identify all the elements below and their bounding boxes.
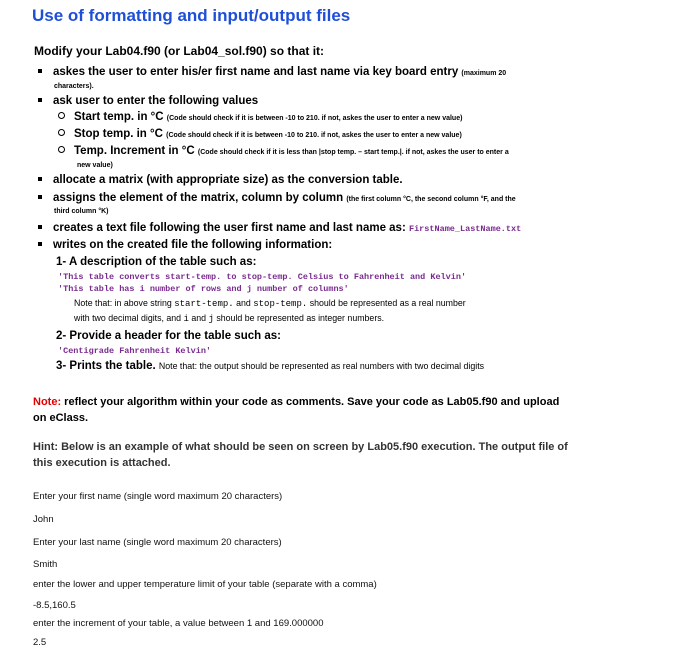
note-line-1: Note that: in above string start-temp. and stop-temp. should be represented as a real number <box>74 298 466 309</box>
output-line: enter the lower and upper temperature limit of your table (separate with a comma) <box>33 579 377 590</box>
bullet-square-icon <box>38 195 42 199</box>
output-line: Enter your last name (single word maximum 20 characters) <box>33 537 282 548</box>
bullet-square-icon <box>38 177 42 181</box>
bullet-5: creates a text file following the user first name and last name as: FirstName_LastName.txt <box>38 222 521 234</box>
page-title: Use of formatting and input/output files <box>32 6 351 25</box>
sub-temp-increment: Temp. Increment in °C (Code should check if it is less than |stop temp. – start temp.|. if not, askes the user to enter a <box>58 145 509 157</box>
bullet-3: allocate a matrix (with appropriate size) as the conversion table. <box>38 174 403 186</box>
bullet-6: writes on the created file the following information: <box>38 239 332 251</box>
bullet-4-note-cont: third column °K) <box>54 208 109 215</box>
numbered-item-2: 2- Provide a header for the table such as: <box>56 330 281 342</box>
output-line: Enter your first name (single word maximum 20 characters) <box>33 491 283 502</box>
circle-bullet-icon <box>58 146 65 153</box>
output-line: enter the increment of your table, a value between 1 and 169.000000 <box>33 618 324 629</box>
sub-stop-temp: Stop temp. in °C (Code should check if it is between -10 to 210. if not, askes the user to enter a new value) <box>58 128 462 140</box>
numbered-item-1: 1- A description of the table such as: <box>56 256 257 268</box>
code-line-2: 'This table has i number of rows and j number of columns' <box>58 284 349 294</box>
bullet-square-icon <box>38 69 42 73</box>
output-line: 2.5 <box>33 637 47 648</box>
bullet-square-icon <box>38 98 42 102</box>
bullet-1-note-cont: characters). <box>54 83 94 90</box>
bullet-2: ask user to enter the following values <box>38 95 258 107</box>
numbered-item-3: 3- Prints the table. Note that: the output should be represented as real numbers with two decimal digits <box>56 360 485 372</box>
output-line: Smith <box>33 559 58 570</box>
code-line-header: 'Centigrade Fahrenheit Kelvin' <box>58 346 212 356</box>
code-line-1: 'This table converts start-temp. to stop-temp. Celsius to Fahrenheit and Kelvin' <box>58 272 467 282</box>
output-line: -8.5,160.5 <box>33 600 76 611</box>
sub-temp-increment-note-cont: new value) <box>77 162 113 169</box>
hint-line-2: this execution is attached. <box>33 457 171 469</box>
intro-line: Modify your Lab04.f90 (or Lab04_sol.f90) so that it: <box>34 44 325 58</box>
note-paragraph-line-1: Note: reflect your algorithm within your code as comments. Save your code as Lab05.f90 and upload <box>33 396 560 408</box>
bullet-square-icon <box>38 225 42 229</box>
sub-start-temp: Start temp. in °C (Code should check if it is between -10 to 210. if not, askes the user to enter a new value) <box>58 111 462 123</box>
bullet-4: assigns the element of the matrix, column by column (the first column °C, the second column °F, and the <box>38 192 516 204</box>
circle-bullet-icon <box>58 129 65 136</box>
bullet-square-icon <box>38 242 42 246</box>
note-line-2: with two decimal digits, and i and j should be represented as integer numbers. <box>74 313 385 324</box>
hint-line-1: Hint: Below is an example of what should be seen on screen by Lab05.f90 execution. The output file of <box>33 441 568 453</box>
output-line: John <box>33 514 54 525</box>
note-paragraph-line-2: on eClass. <box>33 412 89 424</box>
circle-bullet-icon <box>58 112 65 119</box>
bullet-1: askes the user to enter his/er first name and last name via key board entry (maximum 20 <box>38 66 506 78</box>
